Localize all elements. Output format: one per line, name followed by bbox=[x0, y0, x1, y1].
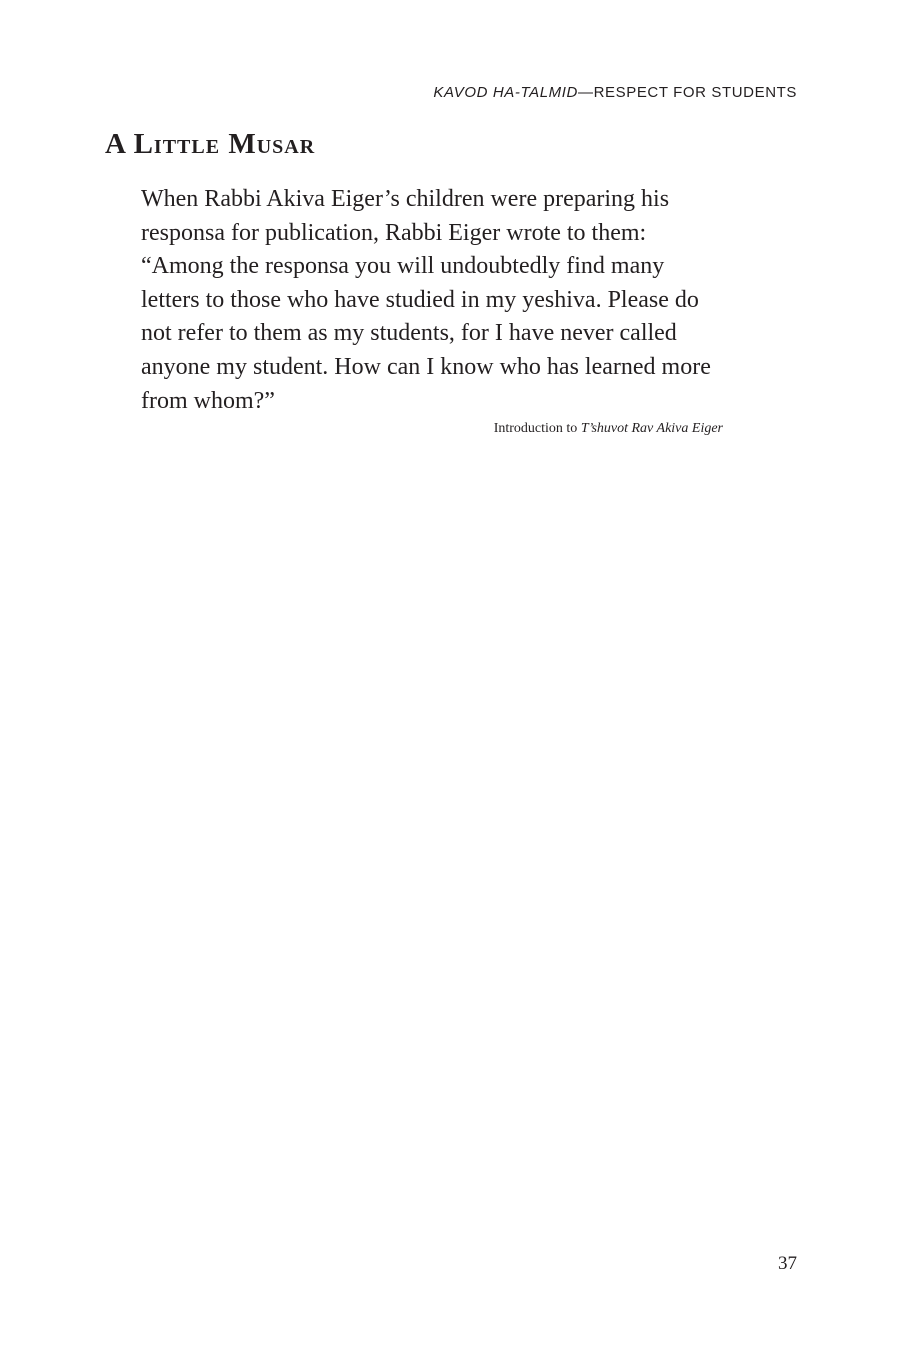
passage-line: “Among the responsa you will undoubtedly find many bbox=[141, 253, 665, 280]
section-heading: A Little Musar bbox=[105, 128, 316, 160]
running-head-subtitle: —RESPECT FOR STUDENTS bbox=[577, 84, 797, 101]
running-head bbox=[433, 84, 797, 101]
citation bbox=[494, 421, 723, 437]
running-head-book-title: KAVOD HA-TALMID bbox=[433, 84, 578, 101]
page-number: 37 bbox=[778, 1253, 797, 1274]
passage-line: not refer to them as my students, for I have never called bbox=[141, 320, 677, 347]
passage-line: anyone my student. How can I know who has learned more bbox=[141, 353, 711, 380]
quote-passage bbox=[141, 183, 781, 418]
passage-line: from whom?” bbox=[141, 387, 275, 414]
citation-prefix: Introduction to bbox=[493, 421, 581, 436]
citation-source-title: T’shuvot Rav Akiva Eiger bbox=[580, 421, 723, 436]
passage-line: When Rabbi Akiva Eiger’s children were preparing his bbox=[141, 186, 670, 212]
passage-line: responsa for publication, Rabbi Eiger wrote to them: bbox=[141, 219, 647, 246]
passage-line: letters to those who have studied in my yeshiva. Please do bbox=[141, 286, 699, 313]
